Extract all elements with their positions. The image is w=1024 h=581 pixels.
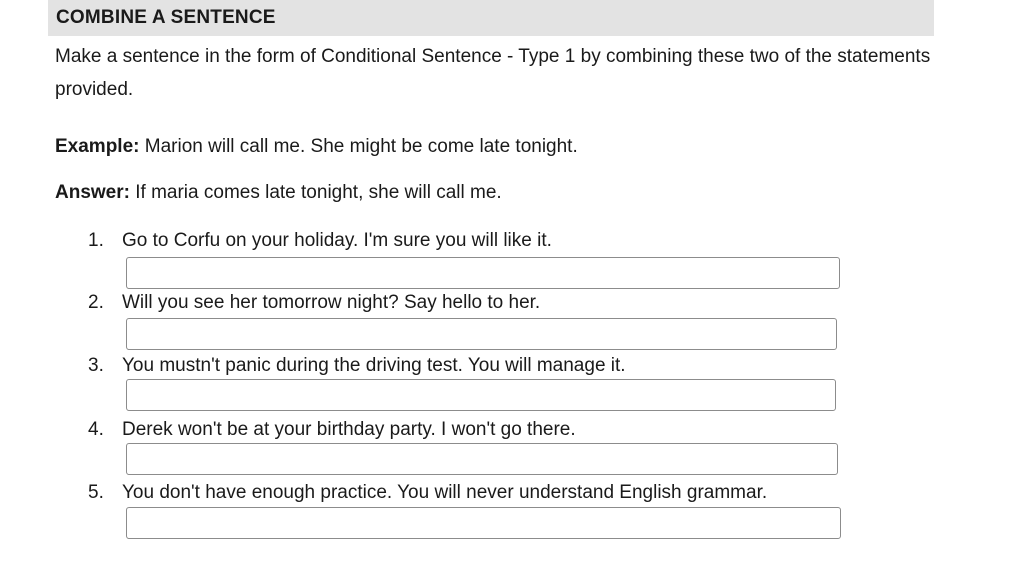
example-label: Example: — [55, 136, 140, 157]
question-5 — [88, 482, 767, 504]
section-title: COMBINE A SENTENCE — [56, 7, 276, 28]
question-number: 1. — [88, 230, 104, 251]
answer-label: Answer: — [55, 182, 130, 203]
question-text: You don't have enough practice. You will never understand English grammar. — [122, 482, 768, 503]
question-text: Derek won't be at your birthday party. I won't go there. — [122, 419, 576, 440]
question-text: Will you see her tomorrow night? Say hello to her. — [122, 292, 541, 313]
answer-input-5[interactable] — [126, 507, 841, 539]
question-text: Go to Corfu on your holiday. I'm sure you will like it. — [122, 230, 552, 251]
question-number: 2. — [88, 292, 104, 313]
question-number: 3. — [88, 355, 104, 376]
answer-input-1[interactable] — [126, 257, 840, 289]
answer-input-2[interactable] — [126, 318, 837, 350]
answer-line — [55, 182, 502, 204]
question-4 — [88, 419, 576, 441]
question-1 — [88, 230, 552, 252]
answer-input-4[interactable] — [126, 443, 838, 475]
question-number: 4. — [88, 419, 104, 440]
question-text: You mustn't panic during the driving test. You will manage it. — [122, 355, 626, 376]
answer-text: If maria comes late tonight, she will call me. — [135, 182, 502, 203]
example-line — [55, 136, 578, 158]
question-3 — [88, 355, 626, 377]
example-text: Marion will call me. She might be come late tonight. — [144, 136, 578, 157]
answer-input-3[interactable] — [126, 379, 836, 411]
instructions-text: Make a sentence in the form of Conditional Sentence - Type 1 by combining these two of the statements provided. — [55, 46, 931, 100]
question-2 — [88, 292, 540, 314]
question-number: 5. — [88, 482, 104, 503]
